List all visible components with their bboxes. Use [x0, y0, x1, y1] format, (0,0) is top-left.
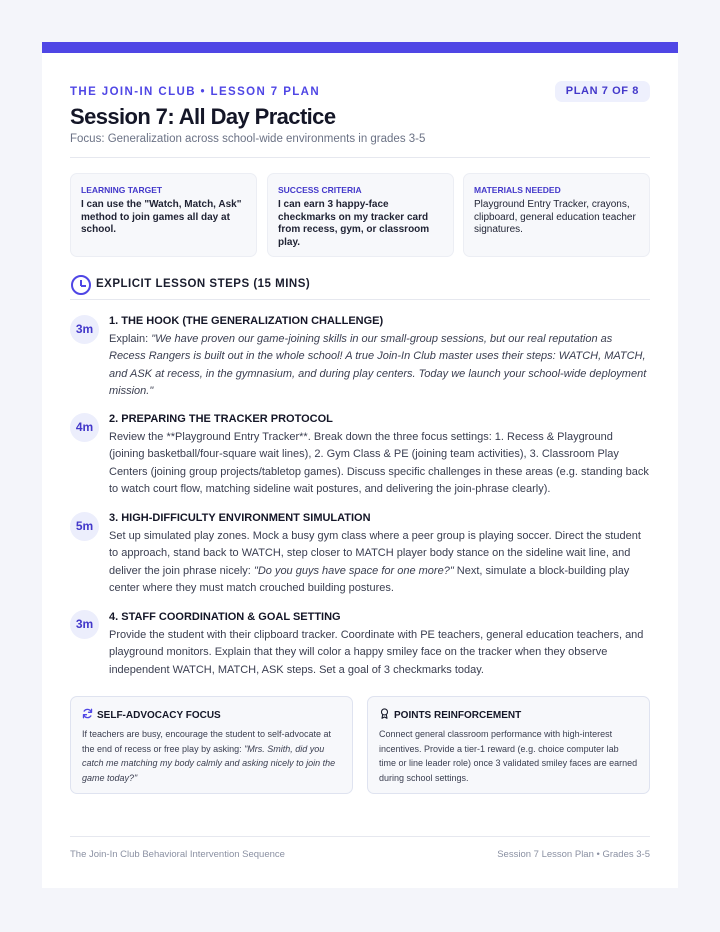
step-heading: 2. PREPARING THE TRACKER PROTOCOL [109, 413, 333, 425]
card-heading: LEARNING TARGET [81, 185, 163, 195]
step-text-after: Next, simulate a block-building play center where they must match crouched building postures. [109, 564, 630, 595]
lesson-plan-page [42, 42, 678, 888]
time-badge: 3m [70, 610, 99, 639]
step-text [109, 331, 650, 401]
box-heading-text: SELF-ADVOCACY FOCUS [97, 710, 221, 721]
step-text: Review the **Playground Entry Tracker**. Break down the three focus settings: 1. Recess & Playground (joining basketball/four-square wait lines), 2. Gym Class & PE (joining team activities), 3. Classroom Play Centers (joining group projects/tabletop games). Discuss specific challenges in these areas (e.g. standing back to watch court flow, matching sideline wait postures, and delivering the join-phrase clearly). [109, 431, 649, 496]
card-text: I can use the "Watch, Match, Ask" method to join games all day at school. [81, 199, 242, 235]
box-heading [379, 708, 638, 721]
card-text: I can earn 3 happy-face checkmarks on my tracker card from recess, gym, or classroom play. [278, 199, 430, 248]
box-heading-text: POINTS REINFORCEMENT [394, 710, 522, 721]
card-heading: MATERIALS NEEDED [474, 185, 561, 195]
box-heading [82, 708, 341, 721]
self-advocacy-box [70, 696, 353, 794]
section-divider [70, 299, 650, 300]
points-reinforcement-box [367, 696, 650, 794]
step-heading: 1. THE HOOK (THE GENERALIZATION CHALLENGE) [109, 315, 384, 327]
section-title: EXPLICIT LESSON STEPS (15 MINS) [96, 278, 311, 290]
time-badge: 5m [70, 512, 99, 541]
step-quote: "We have proven our game-joining skills in our small-group sessions, but our real reputation as Recess Rangers is built out in the whole school! A true Join-In Club master uses their steps: WATCH, MATCH, and ASK at recess, in the gymnasium, and during play centers. Today we launch your school-wide deployment mission." [109, 333, 647, 398]
footer-divider [70, 836, 650, 837]
card-heading: SUCCESS CRITERIA [278, 185, 362, 195]
box-text [82, 727, 341, 785]
step-text: Provide the student with their clipboard tracker. Coordinate with PE teachers, general education teachers, and playground monitors. Explain that they will color a happy smiley face on the tracker when they observe independent WATCH, MATCH, ASK steps. Set a goal of 3 checkmarks today. [109, 629, 644, 676]
footer-left: The Join-In Club Behavioral Intervention Sequence [70, 849, 285, 860]
award-icon [379, 708, 390, 719]
success-criteria-card [267, 173, 454, 257]
time-badge: 4m [70, 413, 99, 442]
page-title: Session 7: All Day Practice [70, 104, 336, 129]
eyebrow-label: THE JOIN-IN CLUB • LESSON 7 PLAN [70, 86, 321, 98]
box-text: Connect general classroom performance with high-interest incentives. Provide a tier-1 reward (e.g. choice computer lab time or line leader role) once 3 validated smiley faces are earned during school settings. [379, 729, 638, 783]
step-heading: 3. HIGH-DIFFICULTY ENVIRONMENT SIMULATION [109, 512, 371, 524]
focus-subtitle: Focus: Generalization across school-wide environments in grades 3-5 [70, 133, 426, 145]
step-text [109, 528, 650, 598]
clock-icon [71, 275, 91, 295]
step-lead: Explain: [109, 333, 152, 345]
time-badge: 3m [70, 315, 99, 344]
card-text: Playground Entry Tracker, crayons, clipboard, general education teacher signatures. [474, 199, 636, 235]
step-quote: "Do you guys have space for one more?" [253, 564, 454, 577]
accent-bar [42, 42, 678, 53]
step-text-before: Set up simulated play zones. Mock a busy gym class where a peer group is playing soccer. Direct the student to approach, stand back to WATCH, step closer to MATCH player body stance on the sideline wait line, and deliver the join phrase nicely: [109, 530, 641, 577]
materials-card [463, 173, 650, 257]
plan-badge: PLAN 7 OF 8 [555, 81, 650, 102]
refresh-icon [82, 708, 93, 719]
learning-target-card [70, 173, 257, 257]
footer-right: Session 7 Lesson Plan • Grades 3-5 [497, 849, 650, 860]
box-quote: "Mrs. Smith, did you catch me matching my body calmly and asking nicely to join the game today?" [82, 743, 336, 783]
box-text-plain: If teachers are busy, encourage the student to self-advocate at the end of recess or free play by asking: [82, 729, 331, 754]
header-divider [70, 157, 650, 158]
step-heading: 4. STAFF COORDINATION & GOAL SETTING [109, 611, 341, 623]
